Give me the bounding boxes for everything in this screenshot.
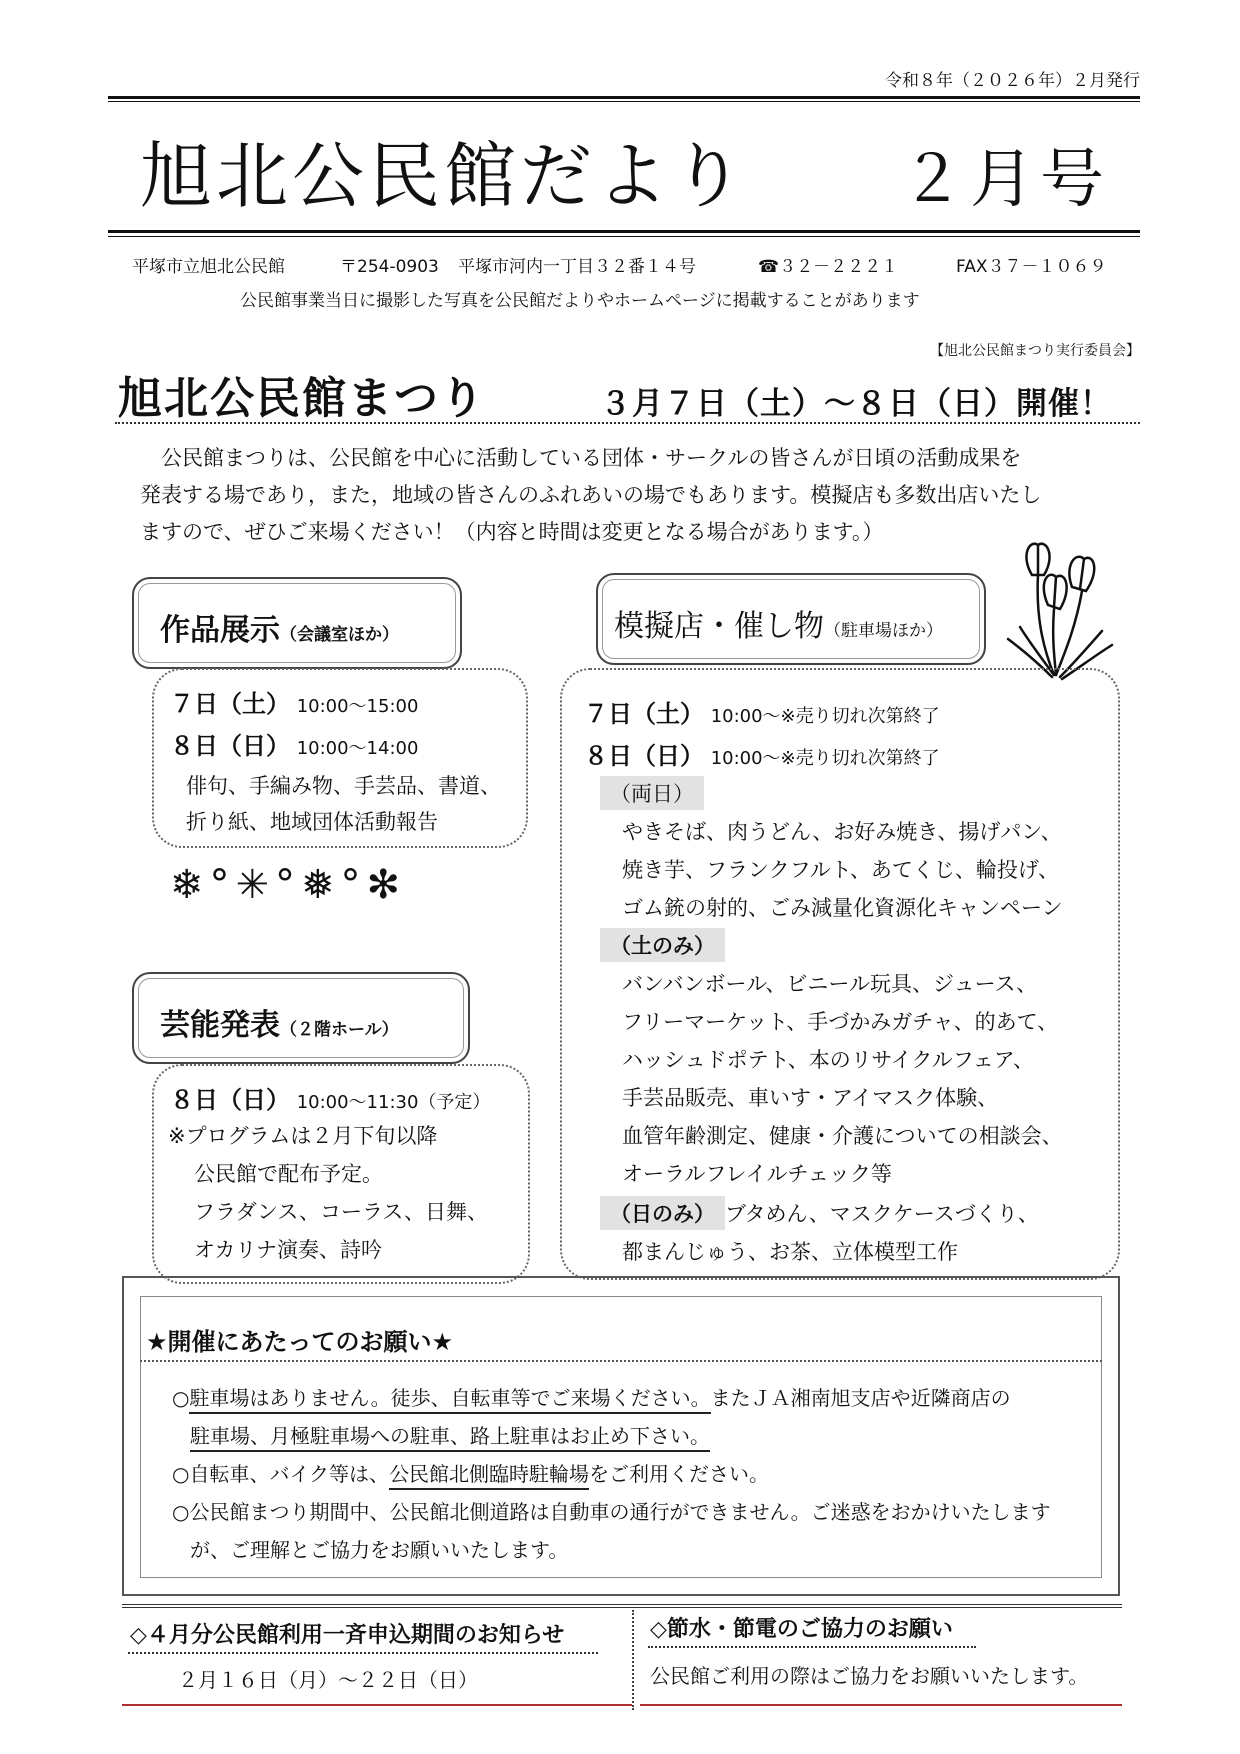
festival-dates: ３月７日（土）～８日（日）開催！ — [600, 386, 1112, 422]
footer-left-underline — [128, 1652, 598, 1654]
stall-items: 血管年齢測定、健康・介護についての相談会、 — [622, 1124, 1063, 1148]
performance-heading: 芸能発表 — [160, 1008, 280, 1043]
fax-number: FAX３７－１０６９ — [956, 257, 1107, 277]
exhibition-day-1: ７日（土） — [170, 690, 290, 718]
snowflake-decoration: ❄°✳°❅°✻ — [170, 862, 407, 908]
festival-title: 旭北公民館まつり — [118, 373, 486, 424]
exhibition-time-2: 10:00～14:00 — [296, 738, 419, 759]
phone-number: ☎３２－２２２１ — [758, 257, 899, 277]
requests-divider — [140, 1360, 1102, 1362]
request-no-parking: 駐車場はありません。徒歩、自転車等でご来場ください。 — [189, 1386, 710, 1414]
request-text: 駐車場、月極駐車場への駐車、路上駐車はお止め下さい。 — [190, 1424, 710, 1452]
stalls-heading: 模擬店・催し物 — [614, 609, 824, 644]
performance-details — [152, 1064, 530, 1284]
stall-items: オーラルフレイルチェック等 — [622, 1162, 892, 1186]
stall-items: 焼き芋、フランクフルト、あてくじ、輪投げ、 — [622, 858, 1060, 882]
stalls-time-2: 10:00～※売り切れ次第終了 — [710, 748, 940, 769]
org-name: 平塚市立旭北公民館 — [132, 257, 285, 277]
request-road-closure: ○公民館まつり期間中、公民館北側道路は自動車の通行ができません。ご迷惑をおかけいたします — [172, 1500, 1051, 1524]
performance-note: 公民館で配布予定。 — [194, 1162, 383, 1186]
stall-items: 手芸品販売、車いす・アイマスク体験、 — [622, 1086, 999, 1110]
stalls-time-1: 10:00～※売り切れ次第終了 — [710, 706, 940, 727]
header-rule-bottom-thin — [108, 236, 1140, 237]
conservation-text: 公民館ご利用の際はご協力をお願いいたします。 — [650, 1664, 1089, 1688]
stall-items: ブタめん、マスクケースづくり、 — [725, 1202, 1039, 1226]
performance-day: ８日（日） — [170, 1086, 290, 1114]
stalls-day-2: ８日（日） — [584, 742, 704, 770]
stall-items: やきそば、肉うどん、お好み焼き、揚げパン、 — [622, 820, 1062, 844]
stalls-location: （駐車場ほか） — [824, 621, 943, 641]
header-rule-top — [108, 96, 1140, 99]
request-bullet: ○ — [172, 1386, 190, 1410]
exhibition-heading: 作品展示 — [160, 613, 280, 648]
request-text: またＪＡ湘南旭支店や近隣商店の — [710, 1386, 1011, 1410]
newsletter-title: 旭北公民館だより — [140, 134, 749, 218]
footer-divider — [632, 1610, 634, 1710]
intro-line: 発表する場であり，また，地域の皆さんのふれあいの場でもあります。模擬店も多数出店いたし — [140, 483, 1042, 507]
exhibition-details — [152, 668, 528, 848]
stall-items: 都まんじゅう、お茶、立体模型工作 — [622, 1240, 958, 1264]
footer-rule-top — [122, 1604, 1122, 1608]
performance-heading-box — [132, 972, 470, 1064]
exhibition-heading-box — [132, 577, 462, 669]
stall-items: ハッシュドポテト、本のリサイクルフェア、 — [622, 1048, 1035, 1072]
request-text: をご利用ください。 — [589, 1462, 770, 1486]
intro-line: 公民館まつりは、公民館を中心に活動している団体・サークルの皆さんが日頃の活動成果を — [161, 446, 1022, 470]
performance-note: ※プログラムは２月下旬以降 — [168, 1124, 438, 1148]
postal-code: 〒254-0903 — [340, 257, 439, 277]
issue-number: ２月号 — [900, 143, 1110, 217]
saturday-only-tag: （土のみ） — [600, 928, 725, 962]
requests-title: ★開催にあたってのお願い★ — [146, 1328, 454, 1356]
application-period-title: ◇４月分公民館利用一斉申込期間のお知らせ — [130, 1623, 565, 1648]
both-days-tag: （両日） — [600, 776, 704, 810]
stalls-heading-box — [596, 573, 986, 665]
request-text: ○自転車、バイク等は、 — [172, 1462, 390, 1486]
stalls-day-1: ７日（土） — [584, 700, 704, 728]
stall-items: ゴム銃の射的、ごみ減量化資源化キャンペーン — [622, 896, 1063, 920]
request-bike-parking: 公民館北側臨時駐輪場 — [389, 1462, 589, 1490]
performance-items: オカリナ演奏、詩吟 — [194, 1238, 382, 1262]
issue-date: 令和８年（２０２６年）２月発行 — [885, 71, 1140, 91]
exhibition-day-2: ８日（日） — [170, 732, 290, 760]
intro-line: ますので、ぜひご来場ください！（内容と時間は変更となる場合があります。） — [140, 520, 884, 544]
stalls-details — [560, 668, 1120, 1280]
performance-location: （２階ホール） — [280, 1020, 399, 1040]
exhibition-time-1: 10:00～15:00 — [296, 696, 419, 717]
photo-notice: 公民館事業当日に撮影した写真を公民館だよりやホームページに掲載することがあります — [240, 291, 920, 311]
headline-divider — [115, 422, 1140, 424]
header-rule-top-thin — [108, 101, 1140, 102]
exhibition-location: （会議室ほか） — [280, 625, 399, 645]
stall-items: バンバンボール、ビニール玩具、ジュース、 — [622, 972, 1038, 996]
application-period-dates: ２月１６日（月）～２２日（日） — [178, 1668, 478, 1692]
exhibition-items: 俳句、手編み物、手芸品、書道、 — [186, 774, 501, 798]
request-text: が、ご理解とご協力をお願いいたします。 — [190, 1538, 569, 1562]
address: 平塚市河内一丁目３２番１４号 — [458, 257, 696, 277]
committee-label: 【旭北公民館まつり実行委員会】 — [930, 343, 1140, 359]
footer-rule-bottom-left — [122, 1704, 632, 1706]
stall-items: フリーマーケット、手づかみガチャ、的あて、 — [622, 1010, 1059, 1034]
header-rule-bottom — [108, 230, 1140, 233]
sunday-only-tag: （日のみ） — [600, 1196, 725, 1230]
exhibition-items: 折り紙、地域団体活動報告 — [186, 810, 438, 834]
performance-items: フラダンス、コーラス、日舞、 — [194, 1200, 488, 1224]
conservation-title: ◇節水・節電のご協力のお願い — [650, 1617, 953, 1642]
footer-rule-bottom-right — [640, 1704, 1122, 1706]
performance-time: 10:00～11:30（予定） — [296, 1092, 491, 1113]
footer-right-underline — [648, 1646, 976, 1648]
crocus-flower-icon — [990, 535, 1120, 685]
